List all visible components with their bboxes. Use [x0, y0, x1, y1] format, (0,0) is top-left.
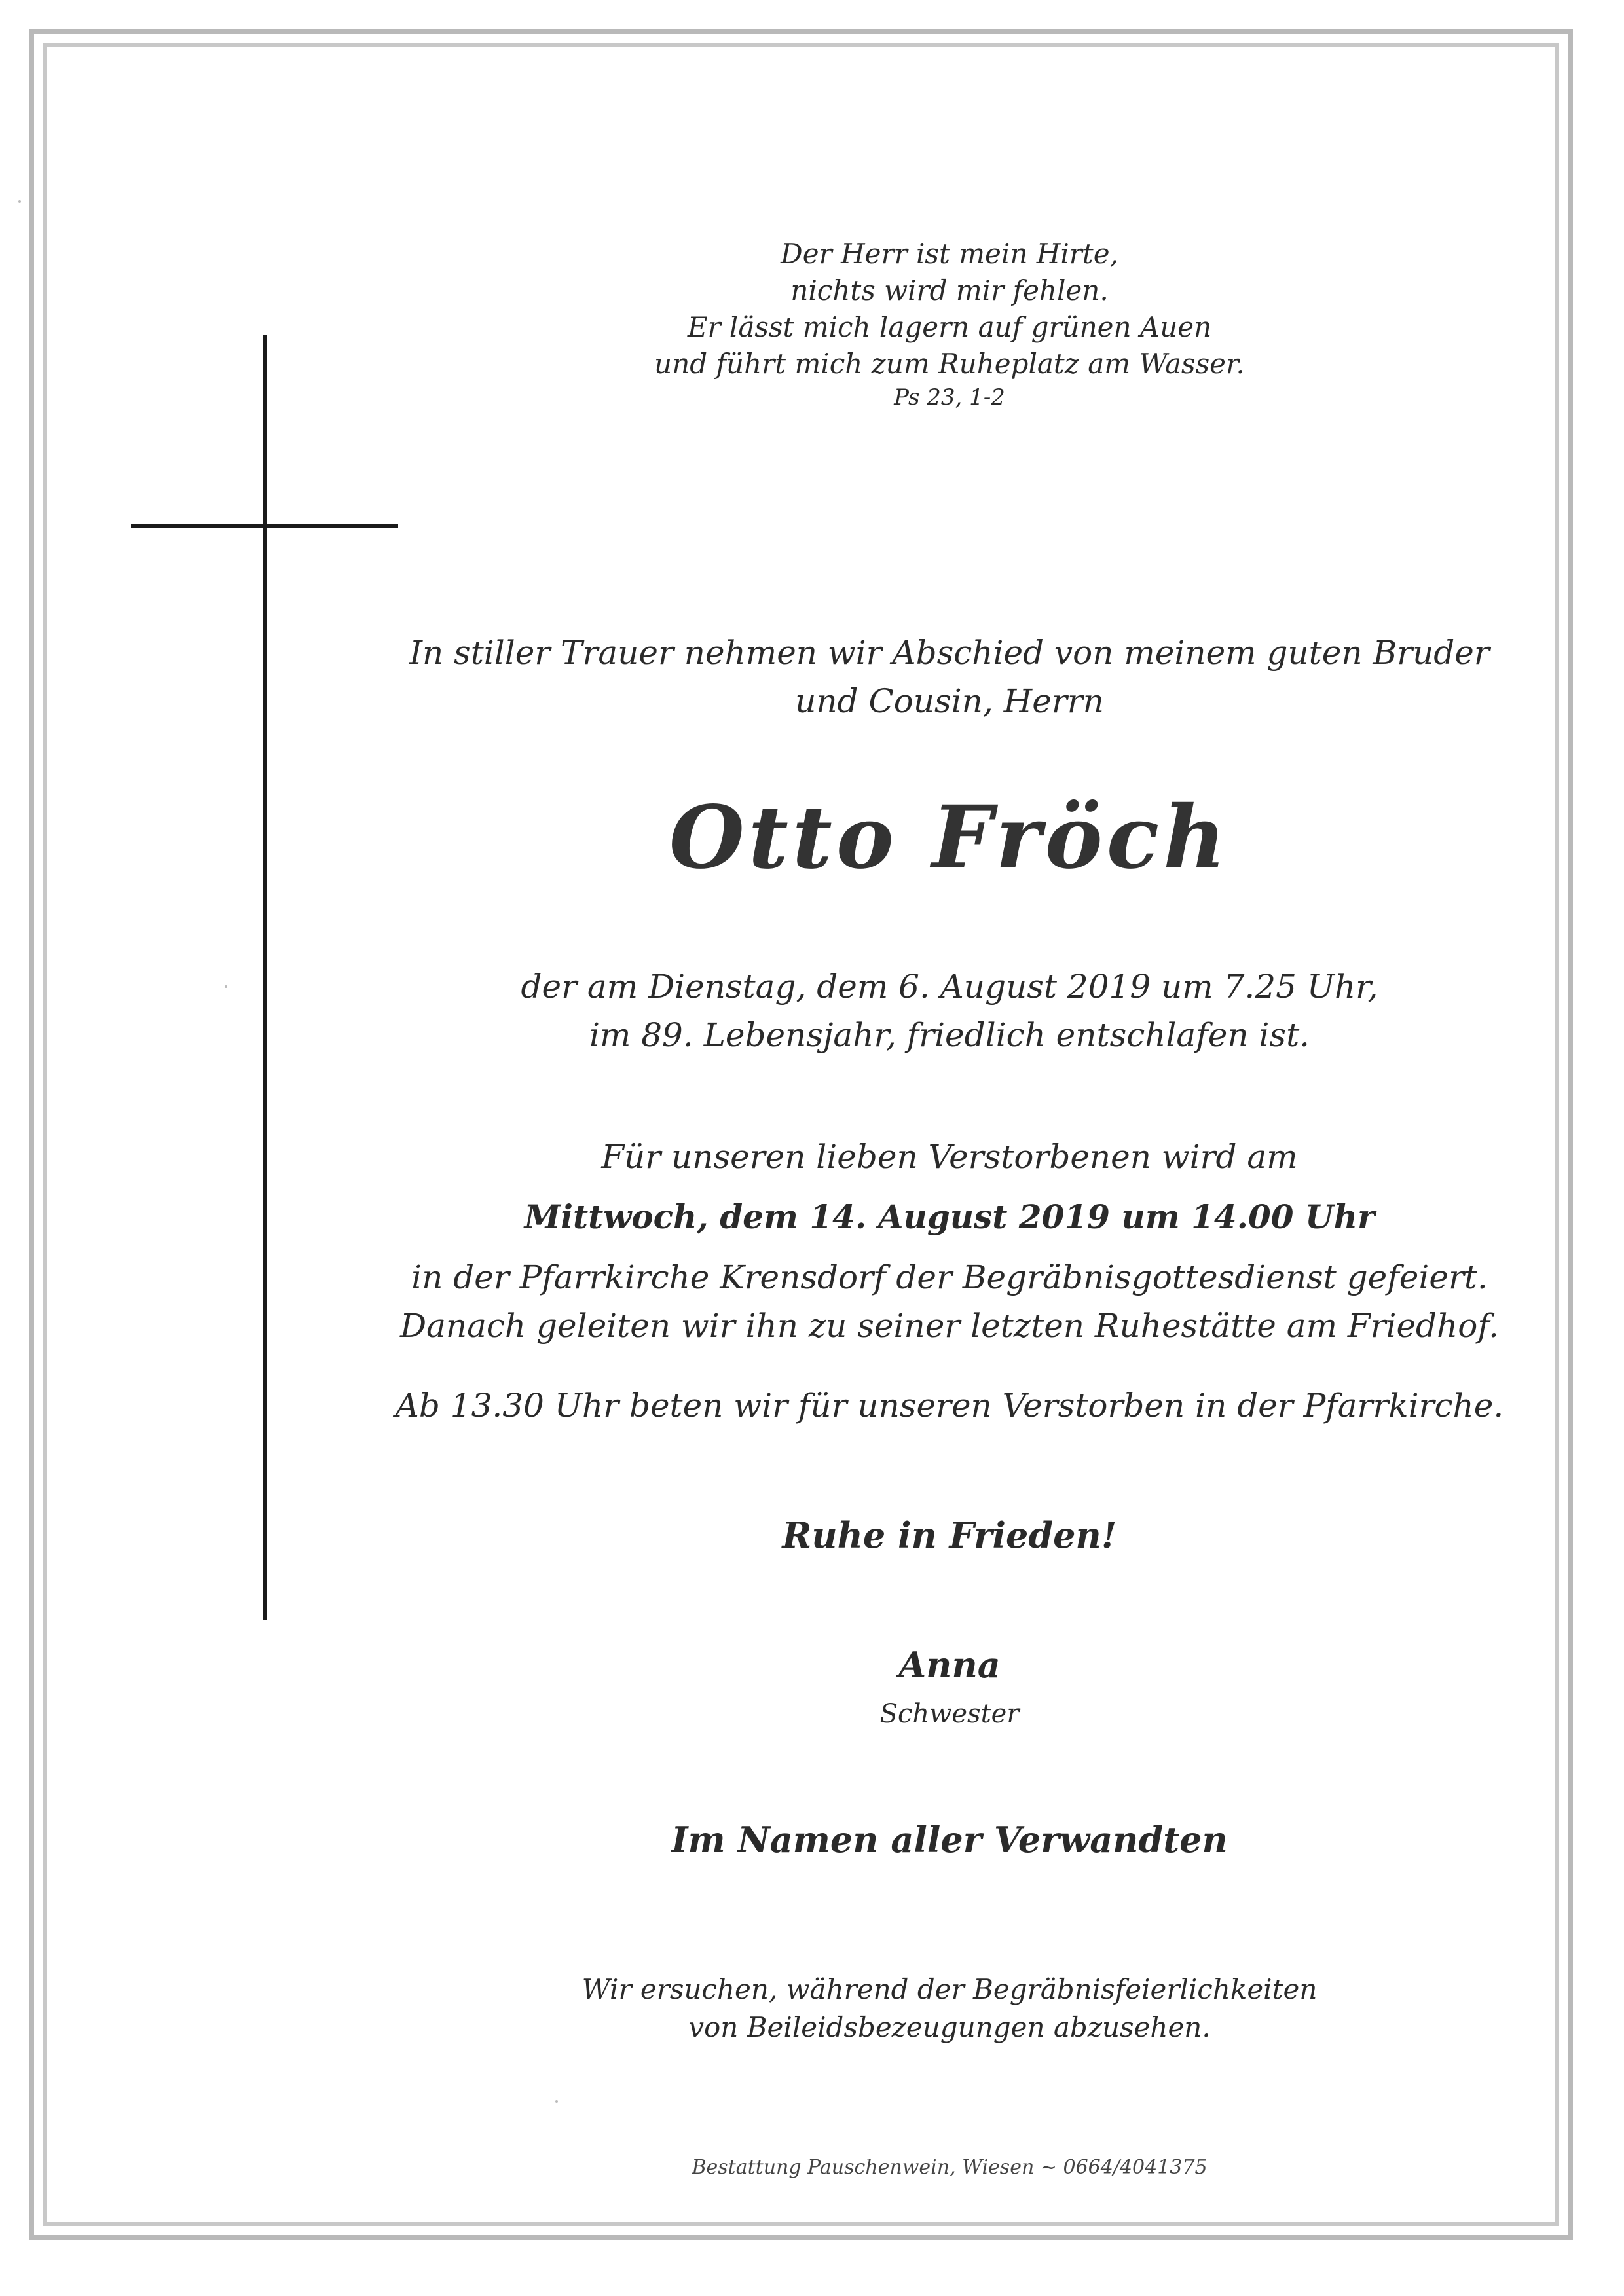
scan-speck — [225, 985, 227, 988]
psalm-line: Der Herr ist mein Hirte, — [781, 238, 1118, 270]
condolence-request — [393, 1971, 1506, 2047]
mourner-relation: Schwester — [879, 1699, 1020, 1729]
psalm-line: Er lässt mich lagern auf grünen Auen — [687, 311, 1212, 343]
intro-text — [393, 629, 1506, 725]
death-line: im 89. Lebensjahr, friedlich entschlafen ist. — [589, 1016, 1310, 1054]
prayer-notice: Ab 13.30 Uhr beten wir für unseren Verstorben in der Pfarrkirche. — [395, 1387, 1504, 1425]
psalm-reference: Ps 23, 1-2 — [894, 384, 1005, 410]
request-line: Wir ersuchen, während der Begräbnisfeierlichkeiten — [581, 1973, 1318, 2005]
mourner-name: Anna — [898, 1644, 1001, 1686]
service-date: Mittwoch, dem 14. August 2019 um 14.00 Uhr — [524, 1197, 1375, 1236]
undertaker-contact: Bestattung Pauschenwein, Wiesen ~ 0664/4041375 — [692, 2156, 1208, 2179]
funeral-service-info — [393, 1133, 1506, 1350]
psalm-line: und führt mich zum Ruheplatz am Wasser. — [654, 348, 1245, 380]
service-line: Danach geleiten wir ihn zu seiner letzten Ruhestätte am Friedhof. — [400, 1307, 1499, 1345]
psalm-quote — [393, 236, 1506, 412]
intro-line: und Cousin, Herrn — [795, 682, 1104, 720]
service-line: in der Pfarrkirche Krensdorf der Begräbnisgottesdienst gefeiert. — [411, 1258, 1488, 1296]
family-signature: Im Namen aller Verwandten — [671, 1819, 1228, 1861]
death-notice — [393, 962, 1506, 1059]
cross-vertical-bar — [263, 335, 267, 1620]
psalm-line: nichts wird mir fehlen. — [790, 274, 1109, 306]
intro-line: In stiller Trauer nehmen wir Abschied von meinem guten Bruder — [409, 634, 1490, 672]
death-line: der am Dienstag, dem 6. August 2019 um 7.25 Uhr, — [521, 968, 1378, 1006]
service-line: Für unseren lieben Verstorbenen wird am — [601, 1138, 1298, 1176]
rest-in-peace: Ruhe in Frieden! — [782, 1514, 1117, 1556]
deceased-name: Otto Fröch — [669, 787, 1230, 888]
cross-horizontal-bar — [131, 524, 398, 528]
request-line: von Beileidsbezeugungen abzusehen. — [688, 2011, 1211, 2043]
scan-speck — [18, 200, 21, 203]
scan-speck — [555, 2100, 558, 2103]
